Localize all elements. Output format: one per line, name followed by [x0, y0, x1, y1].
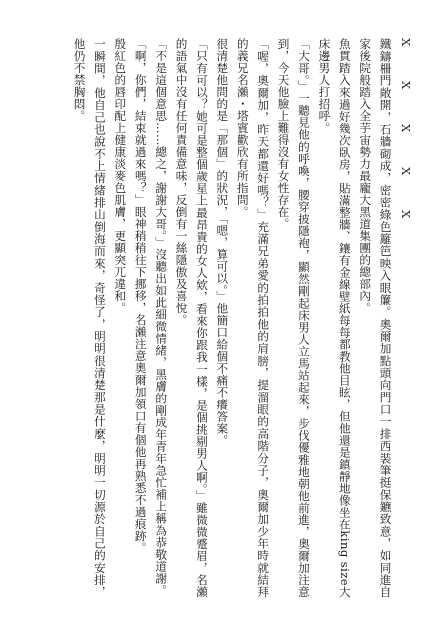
paragraph: 「不是這個意思……總之，謝謝大哥。」沒聽出如此細微情緒，黑膚的剛成年青年急忙補上稱為恭敬道謝。: [154, 38, 169, 597]
scene-break-mark: X: [399, 210, 413, 219]
paragraph: 鐵鑄柵門敞開，石牆砌成，密密綠色籬笆映入眼簾。奧爾加點頭向門口一排西裝筆挺保鑣致意，如同進自家後院般踏入全芋宙勢力最龐大黑道集團的總部內。: [358, 38, 393, 598]
paragraph: 殷紅色的唇印配上健康淡麥色肌膚，更顯突兀違和。: [113, 38, 128, 314]
paragraph: 很清楚他問的是「那個」的狀況，「嗯，算可以。」他簡口給個不痛不癢答案。: [215, 38, 230, 447]
scene-break: [396, 38, 416, 598]
paragraph: 「喔，奧爾加，昨天都還好嗎？」充滿兄弟愛的拍拍他的肩膀，提溜眼的高階分子，奧爾加少年時就結拜的義兄名瀨・塔賓歡欣有所指問。: [235, 38, 271, 598]
vertical-text-body: [24, 38, 416, 598]
scene-break-mark: X: [399, 167, 413, 176]
scene-break-mark: X: [399, 38, 413, 47]
paragraph: 「大哥。」一聽見他的呼喚，腰穿披隱袍，顯然剛起床男人立馬站起來，步伐優雅地朝他前進，奧爾加注意到，今天他臉上難得沒有女性存在。: [276, 38, 311, 598]
scene-break-mark: X: [399, 124, 413, 133]
paragraph: 「只有可以？她可是整個歲星上最昂貴的女人欸，看來你跟我一樣，是個挑剔男人啊。」雖微微蹙眉，名瀨的語氣中沒有任何責備意味，反倒有一絲隱傲及喜悅。: [174, 38, 209, 598]
paragraph: 魚貫踏入來過好幾次臥房，貼滿整牆、鑲有金線壁紙每每都教他目眩，但他還是鎮靜地像坐在king size大床邊男人打招呼。: [317, 38, 352, 598]
paragraph: 「啊，你們，結束就過來嗎？」眼神稍稍往下挪移，名瀨注意奧爾加領口有個他再熟悉不過痕跡。: [133, 38, 148, 554]
paragraph: 一瞬間，他自己也說不上情緒排山倒海而來，奇怪了，明明很清楚那是什麼，明明一切源於自己的安排，他仍不禁胸悶。: [72, 38, 107, 598]
scene-break-mark: X: [399, 81, 413, 90]
